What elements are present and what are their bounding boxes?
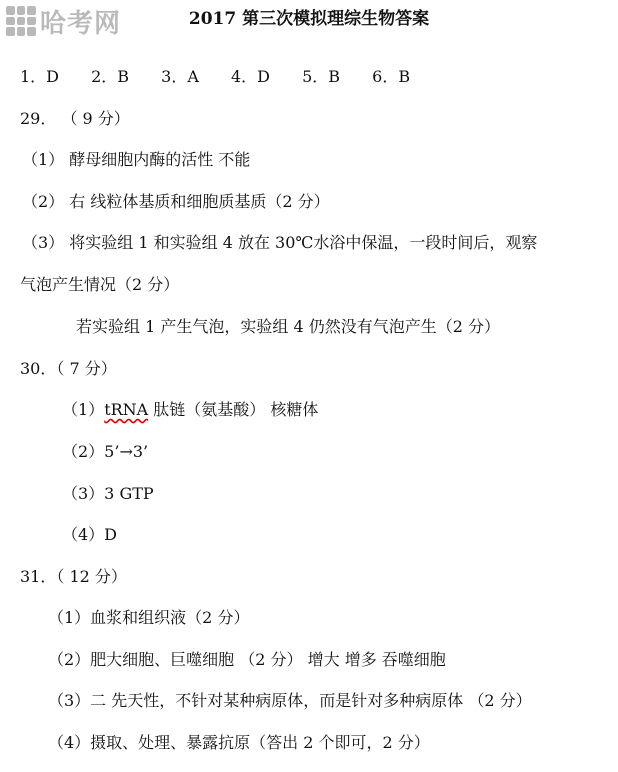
q31-answer-1: （1）血浆和组织液（2 分） xyxy=(48,608,250,627)
multiple-choice-answers xyxy=(20,66,437,88)
q31-answer-3: （3）二 先天性，不针对某种病原体，而是针对多种病原体 （2 分） xyxy=(48,691,532,710)
q30-answer-1 xyxy=(62,399,318,421)
q29-answer-2: （2） 右 线粒体基质和细胞质基质（2 分） xyxy=(22,192,330,211)
q30-answer-3: （3）3 GTP xyxy=(62,484,154,503)
q31-answer-2: （2）肥大细胞、巨噬细胞 （2 分） 增大 增多 吞噬细胞 xyxy=(48,650,446,669)
spellcheck-trna: tRNA xyxy=(104,400,149,419)
watermark-text: 哈考网 xyxy=(40,8,122,39)
mc-answer-2: 2．B xyxy=(91,67,130,86)
q30-answer-1-prefix: （1） xyxy=(62,400,105,419)
q29-answer-3-line-2: 气泡产生情况（2 分） xyxy=(20,275,180,294)
q30-answer-4: （4）D xyxy=(62,525,118,544)
mc-answer-3: 3．A xyxy=(161,67,199,86)
mc-answer-5: 5．B xyxy=(302,67,341,86)
q31-answer-4: （4）摄取、处理、暴露抗原（答出 2 个即可，2 分） xyxy=(48,733,430,752)
mc-answer-6: 6．B xyxy=(372,67,411,86)
q29-header: 29． （ 9 分） xyxy=(20,109,130,128)
mc-answer-1: 1．D xyxy=(20,67,60,86)
mc-answer-4: 4．D xyxy=(231,67,271,86)
q30-answer-2: （2）5’→3’ xyxy=(62,442,149,461)
q30-answer-1-rest: 肽链（氨基酸） 核糖体 xyxy=(148,400,319,419)
q29-answer-3-line-1: （3） 将实验组 1 和实验组 4 放在 30℃水浴中保温，一段时间后，观察 xyxy=(22,233,538,252)
q29-answer-1: （1） 酵母细胞内酶的活性 不能 xyxy=(22,150,251,169)
page-title: 2017 第三次模拟理综生物答案 xyxy=(188,9,430,29)
q31-header: 31．（ 12 分） xyxy=(20,567,127,586)
q29-answer-3-line-3: 若实验组 1 产生气泡，实验组 4 仍然没有气泡产生（2 分） xyxy=(76,317,500,336)
q30-header: 30．（ 7 分） xyxy=(20,359,117,378)
